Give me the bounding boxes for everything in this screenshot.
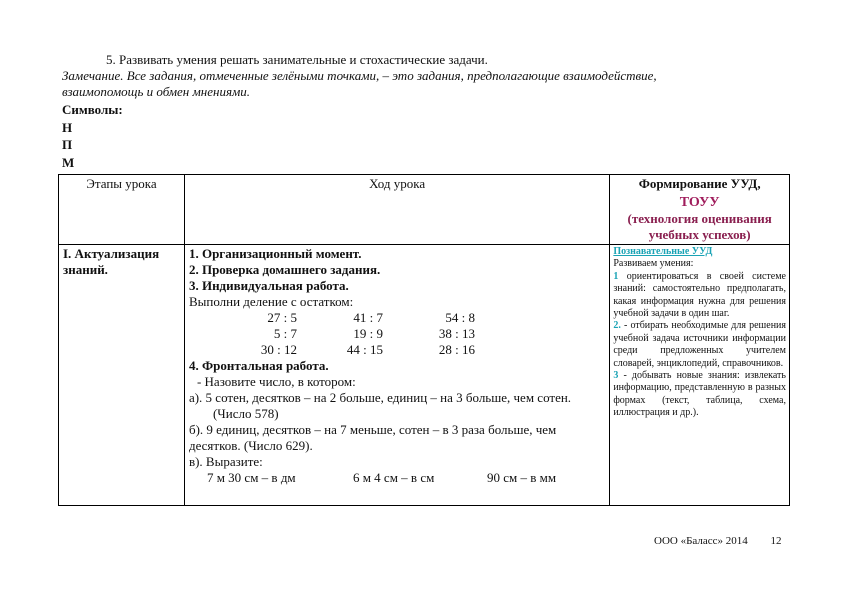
uud-point-1 — [613, 271, 786, 321]
uud-point-2-num: 2. — [613, 320, 621, 332]
task-c-line: в). Выразите: — [188, 454, 263, 469]
task-b-line-1: б). 9 единиц, десятков – на 7 меньше, сотен – в 3 раза больше, чем — [188, 422, 557, 437]
course-item-3: 3. Индивидуальная работа. — [188, 278, 349, 293]
uud-point-1-text: ориентироваться в своей системе знаний: самостоятельно предполагать, какая информация нужна для решения учебной задачи в один шаг. — [613, 270, 786, 320]
footer-publisher: ООО «Баласс» 2014 — [654, 535, 748, 547]
stage-cell: I. Актуализация знаний. — [59, 245, 185, 506]
express-item: 6 м 4 см – в см — [352, 470, 435, 485]
uud-title: Познавательные УУД — [613, 246, 713, 257]
goal-point-5: 5. Развивать умения решать занимательные и стохастические задачи. — [106, 52, 488, 67]
express-row — [189, 470, 605, 486]
symbols-label: Символы: — [62, 102, 123, 117]
uud-point-3-num: 3 — [613, 370, 619, 382]
page-number: 12 — [770, 535, 782, 547]
uud-point-3-text: - добывать новые знания: извлекать информацию, представленную в разных формах (текст, таблица, схема, иллюстрация и др.). — [613, 370, 786, 419]
header-uud — [610, 175, 790, 245]
header-touu: ТОУУ — [679, 195, 720, 210]
course-item-2: 2. Проверка домашнего задания. — [188, 262, 381, 277]
note-line-1: Замечание. Все задания, отмеченные зелёными точками, – это задания, предполагающие взаимодействие, — [62, 68, 657, 83]
task-a-line-1: а). 5 сотен, десятков – на 2 больше, единиц – на 3 больше, чем сотен. — [188, 390, 572, 405]
course-cell — [184, 245, 609, 506]
division-row — [189, 310, 605, 326]
uud-point-2 — [613, 320, 786, 370]
symbol-m: М — [62, 155, 75, 170]
express-item: 90 см – в мм — [486, 470, 557, 485]
frontal-task: - Назовите число, в котором: — [196, 374, 356, 389]
division-expr: 28 : 16 — [438, 342, 475, 357]
division-expr: 30 : 12 — [260, 342, 297, 357]
task-b-line-2: десятков. (Число 629). — [188, 438, 313, 453]
note-line-2: взаимопомощь и обмен мнениями. — [62, 84, 251, 99]
uud-point-2-text: - отбирать необходимые для решения учебной задача источники информации среди предложенных учителем словарей, энциклопедий, справочников. — [613, 320, 786, 369]
division-expr: 19 : 9 — [353, 326, 383, 341]
uud-cell — [610, 245, 790, 506]
division-expr: 38 : 13 — [438, 326, 475, 341]
division-expr: 5 : 7 — [273, 326, 297, 341]
table-row — [59, 245, 790, 506]
division-row — [189, 342, 605, 358]
course-item-1: 1. Организационный момент. — [188, 246, 362, 261]
division-task: Выполни деление с остатком: — [188, 294, 354, 309]
symbol-n: Н — [62, 120, 73, 135]
header-stages: Этапы урока — [59, 175, 185, 245]
division-expr: 27 : 5 — [267, 310, 297, 325]
uud-intro: Развиваем умения: — [613, 258, 694, 270]
division-expr: 41 : 7 — [353, 310, 383, 325]
page-footer — [654, 535, 782, 547]
express-item: 7 м 30 см – в дм — [206, 470, 296, 485]
header-touu-desc: (технология оценивания учебных успехов) — [627, 211, 772, 242]
symbol-p: П — [62, 137, 73, 152]
table-header-row — [59, 175, 790, 245]
division-expr: 44 : 15 — [346, 342, 383, 357]
lesson-table — [58, 174, 790, 506]
uud-point-3 — [613, 370, 786, 420]
header-course: Ход урока — [184, 175, 609, 245]
task-a-line-2: (Число 578) — [212, 406, 279, 421]
division-row — [189, 326, 605, 342]
division-expr: 54 : 8 — [445, 310, 475, 325]
course-item-4: 4. Фронтальная работа. — [188, 358, 329, 373]
header-uud-label: Формирование УУД, — [638, 176, 761, 191]
uud-point-1-num: 1 — [613, 270, 619, 282]
